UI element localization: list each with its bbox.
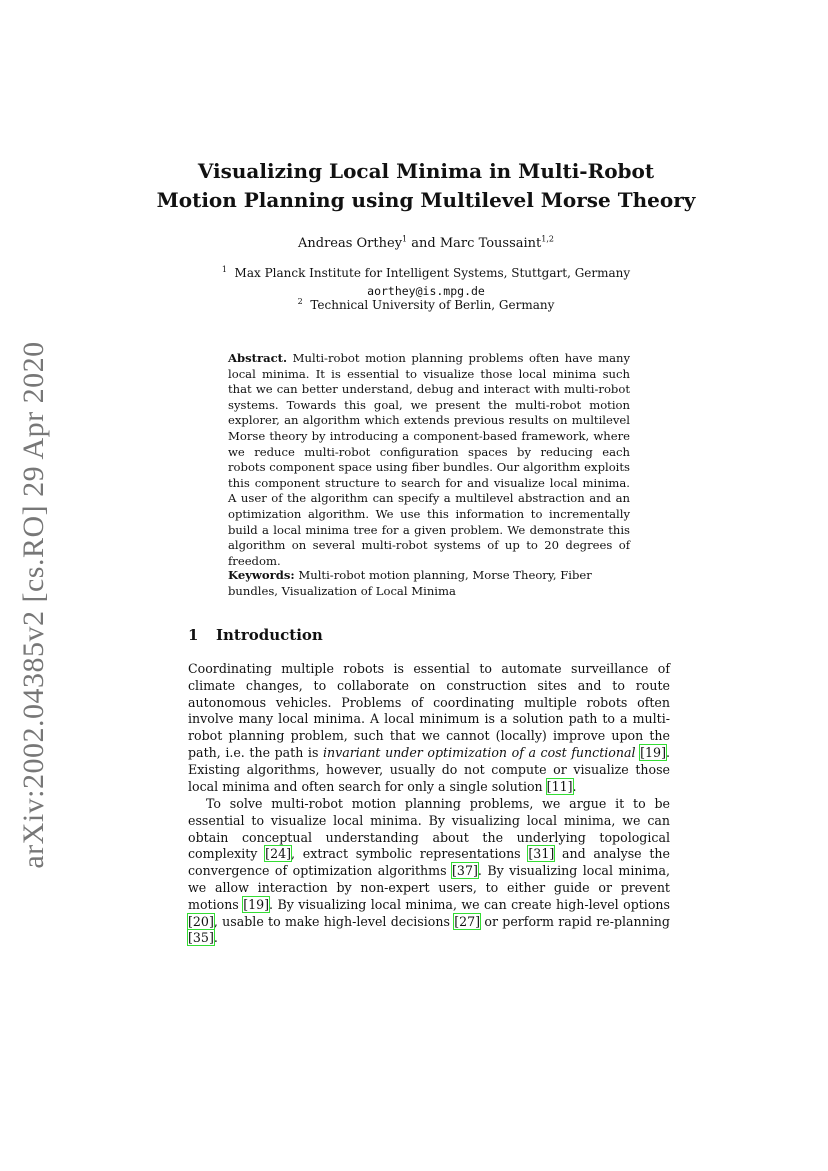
section-heading <box>188 626 323 644</box>
paragraph-text: , usable to make high-level decisions <box>213 913 455 929</box>
paragraph-text: . <box>213 930 218 946</box>
citation-link[interactable]: [19] <box>243 896 270 912</box>
citation-link[interactable]: [20] <box>188 913 214 929</box>
affiliation-1-text: Max Planck Institute for Intelligent Systems, Stuttgart, Germany <box>234 266 631 280</box>
citation-link[interactable]: [31] <box>528 846 555 862</box>
author-1-affil: 1 <box>402 234 408 244</box>
paragraph-text: . <box>572 778 577 794</box>
intro-paragraph-1 <box>188 661 670 795</box>
section-number: 1 <box>188 626 199 644</box>
affiliation-1-marker: 1 <box>221 265 227 274</box>
paragraph-text: . By visualizing local minima, we allow interaction by non-expert users, to either guide or prevent motions <box>188 863 670 912</box>
citation-link[interactable]: [37] <box>452 863 478 879</box>
paragraph-text: or perform rapid re-planning <box>480 913 670 929</box>
title-line-1: Visualizing Local Minima in Multi-Robot <box>197 159 655 183</box>
author-email[interactable]: aorthey@is.mpg.de <box>367 284 485 298</box>
author-2: Marc Toussaint <box>439 236 542 251</box>
affiliation-2-text: Technical University of Berlin, Germany <box>310 298 555 312</box>
abstract <box>228 351 630 569</box>
arxiv-identifier: arXiv:2002.04385v2 [cs.RO] 29 Apr 2020 <box>17 341 50 869</box>
paper-title <box>140 157 712 215</box>
citation-link[interactable]: [35] <box>188 930 214 946</box>
affiliation-2-marker: 2 <box>297 297 303 306</box>
citation-link[interactable]: [11] <box>546 778 573 794</box>
author-list <box>140 236 712 251</box>
keywords <box>228 568 630 599</box>
affiliation-2 <box>140 298 712 312</box>
arxiv-sidebar-stamp <box>12 341 56 869</box>
abstract-label: Abstract. <box>228 351 288 365</box>
paragraph-text: and analyse the convergence of optimization algorithms <box>188 846 670 879</box>
citation-link[interactable]: [27] <box>454 913 481 929</box>
emphasis-text: invariant under optimization of a cost functional <box>323 744 636 760</box>
affiliation-1 <box>140 266 712 280</box>
keywords-text: Multi-robot motion planning, Morse Theory, Fiber bundles, Visualization of Local Minima <box>228 568 592 598</box>
abstract-text: Multi-robot motion planning problems often have many local minima. It is essential to visualize those local minima such that we can better understand, debug and interact with multi-robot systems. Towards this goal, we present the multi-robot motion explorer, an algorithm which extends previous results on multilevel Morse theory by introducing a component-based framework, where we reduce multi-robot configuration spaces by reducing each robots component space using fiber bundles. Our algorithm exploits this component structure to search for and visualize local minima. A user of the algorithm can specify a multilevel abstraction and an optimization algorithm. We use this information to incrementally build a local minima tree for a given problem. We demonstrate this algorithm on several multi-robot systems of up to 20 degrees of freedom. <box>228 351 630 568</box>
author-conjunction: and <box>411 236 436 251</box>
citation-link[interactable]: [24] <box>265 846 292 862</box>
paragraph-text: , extract symbolic representations <box>291 846 529 862</box>
title-line-2: Motion Planning using Multilevel Morse Theory <box>156 188 696 212</box>
paragraph-text: To solve multi-robot motion planning problems, we argue it to be essential to visualize local minima. By visualizing local minima, we can obtain conceptual understanding about the underlying topological complexity <box>188 796 670 862</box>
keywords-label: Keywords: <box>228 568 295 582</box>
intro-paragraph-2 <box>188 796 670 947</box>
paragraph-text: . Existing algorithms, however, usually do not compute or visualize those local minima and often search for only a single solution <box>188 744 670 794</box>
author-2-affil: 1,2 <box>541 234 555 244</box>
citation-link[interactable]: [19] <box>640 744 666 760</box>
paragraph-text: . By visualizing local minima, we can create high-level options <box>269 896 670 912</box>
paragraph-text: Coordinating multiple robots is essential to automate surveillance of climate changes, to collaborate on construction sites and to route autonomous vehicles. Problems of coordinating multiple robots often involve many local minima. A local minimum is a solution path to a multi-robot planning problem, such that we cannot (locally) improve upon the path, i.e. the path is <box>188 661 670 760</box>
section-title: Introduction <box>216 626 323 644</box>
author-1: Andreas Orthey <box>297 236 403 251</box>
